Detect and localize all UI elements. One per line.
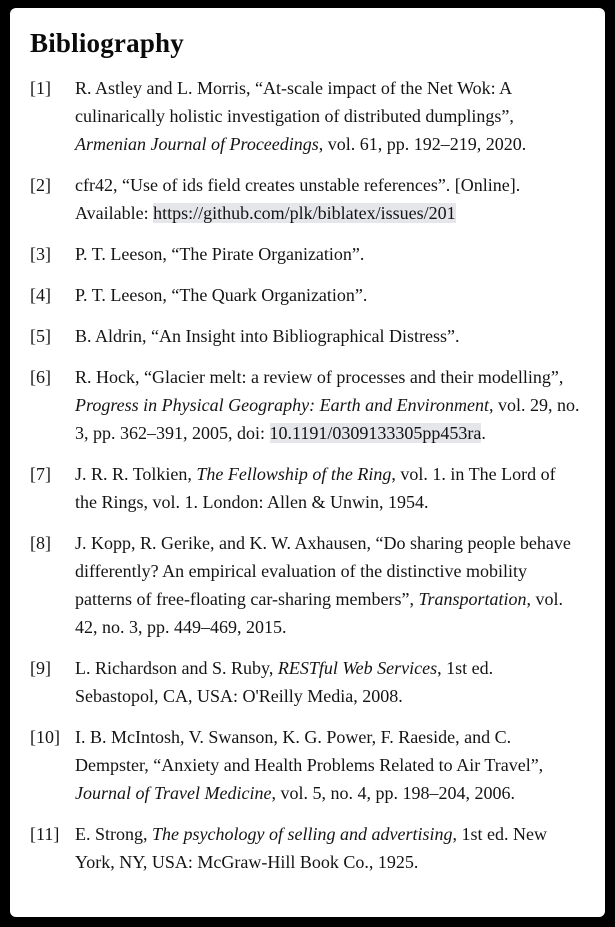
citation-title-italic: Armenian Journal of Proceedings bbox=[75, 134, 319, 154]
citation-text: E. Strong, bbox=[75, 824, 153, 844]
citation-number: [11] bbox=[30, 824, 60, 844]
citation-title-italic: RESTful Web Services bbox=[277, 658, 438, 678]
citation-text: L. Richardson and S. Ruby, bbox=[75, 658, 278, 678]
bibliography-entry bbox=[30, 322, 581, 350]
bibliography-entry bbox=[30, 171, 581, 227]
citation-number: [1] bbox=[30, 78, 51, 98]
bibliography-entry bbox=[30, 654, 581, 710]
page-title: Bibliography bbox=[30, 28, 184, 58]
bibliography-entry bbox=[30, 74, 581, 158]
citation-number: [5] bbox=[30, 326, 51, 346]
citation-text: , vol. 5, no. 4, pp. 198–204, 2006. bbox=[271, 783, 515, 803]
citation-title-italic: The Fellowship of the Ring bbox=[196, 464, 392, 484]
citation-text: J. Kopp, R. Gerike, and K. W. Axhausen, “Do sharing people behave differently? An empirical evaluation of the distinctive mobility patterns of free-floating car-sharing members”, bbox=[75, 533, 571, 609]
citation-text: , 1st ed. Sebastopol, CA, USA: O'Reilly Media, 2008. bbox=[75, 658, 494, 706]
citation-text: , vol. 61, pp. 192–219, 2020. bbox=[318, 134, 527, 154]
citation-text: , vol. 42, no. 3, pp. 449–469, 2015. bbox=[75, 589, 564, 637]
citation-text: J. R. R. Tolkien, bbox=[75, 464, 197, 484]
citation-number: [6] bbox=[30, 367, 51, 387]
citation-text: I. B. McIntosh, V. Swanson, K. G. Power, F. Raeside, and C. Dempster, “Anxiety and Health Problems Related to Air Travel”, bbox=[75, 727, 544, 775]
citation-number: [3] bbox=[30, 244, 51, 264]
citation-number: [8] bbox=[30, 533, 51, 553]
citation-text: P. T. Leeson, “The Pirate Organization”. bbox=[75, 244, 365, 264]
citation-number: [9] bbox=[30, 658, 51, 678]
bibliography-entry bbox=[30, 363, 581, 447]
citation-number: [2] bbox=[30, 175, 51, 195]
bibliography-entry bbox=[30, 529, 581, 641]
citation-text: R. Astley and L. Morris, “At-scale impact of the Net Wok: A culinarically holistic investigation of distributed dumplings”, bbox=[75, 78, 514, 126]
citation-title-italic: Journal of Travel Medicine bbox=[75, 783, 272, 803]
citation-text: B. Aldrin, “An Insight into Bibliographical Distress”. bbox=[75, 326, 460, 346]
bibliography-entry bbox=[30, 240, 581, 268]
citation-number: [7] bbox=[30, 464, 51, 484]
citation-text: , 1st ed. New York, NY, USA: McGraw-Hill Book Co., 1925. bbox=[75, 824, 547, 872]
bibliography-entry bbox=[30, 460, 581, 516]
citation-title-italic: Transportation bbox=[418, 589, 527, 609]
citation-text: R. Hock, “Glacier melt: a review of processes and their modelling”, bbox=[75, 367, 564, 387]
citation-text: . bbox=[481, 423, 486, 443]
citation-number: [4] bbox=[30, 285, 51, 305]
bibliography-entry bbox=[30, 723, 581, 807]
bibliography-entry bbox=[30, 820, 581, 876]
document-page bbox=[10, 8, 605, 917]
citation-text: , vol. 1. in The Lord of the Rings, vol. 1. London: Allen & Unwin, 1954. bbox=[75, 464, 556, 512]
citation-number: [10] bbox=[30, 727, 60, 747]
citation-text: cfr42, “Use of ids field creates unstable references”. [Online]. Available: bbox=[75, 175, 521, 223]
citation-text: , vol. 29, no. 3, pp. 362–391, 2005, doi: bbox=[75, 395, 580, 443]
bibliography-list bbox=[30, 74, 581, 876]
citation-title-italic: Progress in Physical Geography: Earth and Environment bbox=[75, 395, 489, 415]
citation-text: P. T. Leeson, “The Quark Organization”. bbox=[75, 285, 368, 305]
citation-link[interactable]: 10.1191/0309133305pp453ra bbox=[269, 423, 482, 443]
citation-title-italic: The psychology of selling and advertising bbox=[152, 824, 453, 844]
citation-link[interactable]: https://github.com/plk/biblatex/issues/201 bbox=[153, 203, 456, 223]
bibliography-entry bbox=[30, 281, 581, 309]
